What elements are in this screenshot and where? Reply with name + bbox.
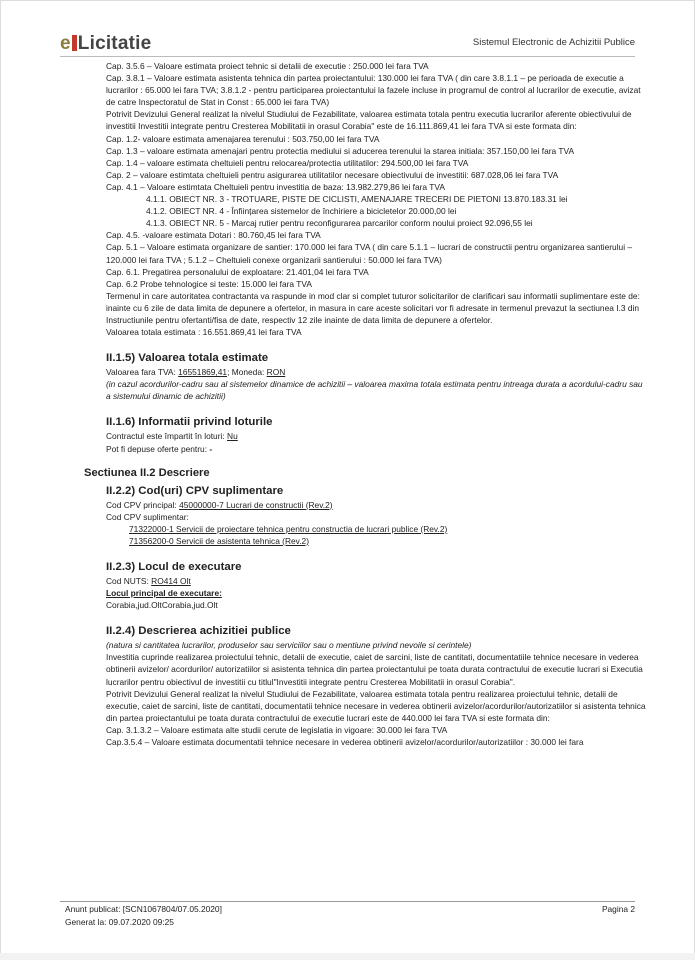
- footer-divider: [60, 901, 635, 902]
- section-heading-ii-1-5: II.1.5) Valoarea totala estimate: [106, 352, 269, 365]
- text-line-indented: 4.1.1. OBIECT NR. 3 - TROTUARE, PISTE DE CICLISTI, AMENAJARE TRECERI DE PIETONI 13.870.183.31 lei: [146, 194, 568, 205]
- elicitatie-logo[interactable]: e Licitatie: [60, 33, 152, 54]
- section-heading-ii-2-2: II.2.2) Cod(uri) CPV suplimentare: [106, 484, 284, 497]
- nuts-line: Cod NUTS: RO414 Olt: [106, 576, 191, 586]
- text-line: Potrivit Devizului General realizat la nivelul Studiului de Fezabilitate, valoarea estimata totala pentru executia lucrarilor aferente obiectivului de investitii Investitii integrate pentru Cresterea Mobilitatii in orasul Corabia" este de 16.111.869,41 lei fara TVA si este formata din:: [106, 109, 632, 132]
- nuts-value: RO414 Olt: [151, 576, 191, 586]
- text-line: Cap. 1.4 – valoare estimata cheltuieli pentru relocarea/protectia utilitatilor: 294.500,00 lei fara TVA: [106, 157, 469, 168]
- text-line-indented: 4.1.2. OBIECT NR. 4 - Înființarea sistemelor de închiriere a bicicletelor 20.000,00 lei: [146, 206, 457, 217]
- text-line: Potrivit Devizului General realizat la nivelul Studiului de Fezabilitate, valoarea estimata totala pentru realizarea proiectului tehnic, detalii de executie, caiet de sarcini, liste de cantitati, documentatii tehnice necesare in vederea obtinerii avizelor/acordurilor/autorizatiilor si asistenta tehnica din partea proiectantului pe toata durata contractului de executie lucrari este de 440.000 lei fara TVA si este formata din:: [106, 688, 646, 723]
- text-line: Investitia cuprinde realizarea proiectului tehnic, detalii de executie, caiet de sarcini, liste de cantitati, documentatiile tehnice necesare in vederea obtinerii avizelor/ acordurilor/ autorizatiilor si asistenta tehnica din partea proiectantului pe toata durata contractului de executie lucrari si Executia lucrarilor pentru obiectivul de investitii cu titlul"Investitii integrate pentru Cresterea Mobilitatii in orasul Corabia".: [106, 652, 643, 687]
- description-note: (natura si cantitatea lucrarilor, produselor sau serviciilor sau o mentiune privind nevoile si cerintele): [106, 640, 472, 651]
- text-line: Cap. 3.5.6 – Valoare estimata proiect tehnic si detalii de executie : 250.000 lei fara TVA: [106, 61, 429, 71]
- footer-generated: Generat la: 09.07.2020 09:25: [65, 917, 174, 927]
- cpv-main-line: Cod CPV principal: 45000000-7 Lucrari de constructii (Rev.2): [106, 499, 333, 510]
- section-heading-ii-2-3: II.2.3) Locul de executare: [106, 561, 242, 573]
- text-line: Cap. 2 – valoare estimtata cheltuieli pentru asigurarea utilitatilor necesare obiectivului de investitii: 687.028,06 lei fara TVA: [106, 169, 559, 180]
- text-line-indented: 4.1.3. OBIECT NR. 5 - Marcaj rutier pentru reconfigurarea parcarilor conform noului proiect 92.096,55 lei: [146, 218, 533, 229]
- section-heading-ii-2-4: II.2.4) Descrierea achizitiei publice: [106, 625, 291, 638]
- total-value: 16551869,41: [178, 367, 228, 378]
- lots-line: Contractul este împartit în loturi: Nu: [106, 431, 238, 442]
- page-header: [0, 0, 695, 58]
- total-value-note: (in cazul acordurilor-cadru sau al sistemelor dinamice de achizitii – valoarea maxima totala estimata pentru intreaga durata a acordului-cadru sau a sistemului dinamic de achizitii): [106, 379, 643, 402]
- text-line: Cap. 6.2 Probe tehnologice si teste: 15.000 lei fara TVA: [106, 278, 312, 289]
- cpv-supp-item: 71356200-0 Servicii de asistenta tehnica (Rev.2): [129, 535, 310, 546]
- text-line: Cap. 1.2- valoare estimata amenajarea terenului : 503.750,00 lei fara TVA: [106, 133, 380, 144]
- page-number: Pagina 2: [601, 904, 635, 914]
- cpv-main-value: 45000000-7 Lucrari de constructii (Rev.2): [179, 499, 333, 510]
- text-line: Cap. 6.1. Pregatirea personalului de exploatare: 21.401,04 lei fara TVA: [106, 266, 369, 277]
- offers-value: -: [209, 443, 213, 454]
- text-line: Cap. 4.5. -valoare estimata Dotari : 80.760,45 lei fara TVA: [106, 230, 321, 241]
- bottom-strip: [0, 953, 695, 960]
- text-line: Cap.3.5.4 – Valoare estimata documentatii tehnice necesare in vederea obtinerii avizelor/acordurilor/autorizatiilor : 30.000 lei fara: [106, 737, 584, 748]
- text-line: Cap. 3.1.3.2 – Valoare estimata alte studii cerute de legislatia in vigoare: 30.000 lei fara TVA: [106, 724, 448, 735]
- text-line: Valoarea totala estimata : 16.551.869,41 lei fara TVA: [106, 327, 302, 338]
- lots-value: Nu: [227, 431, 238, 442]
- text-line: Cap. 5.1 – Valoare estimata organizare de santier: 170.000 lei fara TVA ( din care 5.1.1 – lucrari de constructii pentru organizarea santierului – 120.000 lei fara TVA ; 5.1.2 – Cheltuieli conexe organizarii santierului : 50.000 lei fara TVA): [106, 242, 633, 265]
- text-line: Cap. 3.8.1 – Valoare estimata asistenta tehnica din partea proiectantului: 130.000 lei fara TVA ( din care 3.8.1.1 – pe perioada de executie a lucrarilor : 65.000 lei fara TVA; 3.8.1.2 - pentru participarea proiectantului la fazele incluse in programul de control al lucrarilor de executie, avizat de catre Inspectoratul de Stat in Const : 65.000 lei fara TVA): [106, 73, 641, 108]
- text-line: Cap. 4.1 – Valoare estimtata Cheltuieli pentru investitia de baza: 13.982.279,86 lei fara TVA: [106, 181, 445, 192]
- cpv-supp-item: 71322000-1 Servicii de proiectare tehnica pentru constructia de lucrari publice (Rev.2): [129, 523, 448, 534]
- footer-published: Anunt publicat: [SCN1067804/07.05.2020]: [65, 904, 222, 914]
- text-line: Termenul in care autoritatea contractanta va raspunde in mod clar si complet tuturor solicitarilor de clarificari sau informatii suplimentare este de: inainte cu 6 zile de data limita de depunere a ofertelor, in masura in care aceste solicitari vor fi adresate in termenul prevazut la sectiunea I.3 din Instructiunile pentru ofertanti/fisa de date, respectiv 12 zile inainte de data limita de depunere a ofertelor.: [106, 290, 640, 325]
- section-heading-ii-1-6: II.1.6) Informatii privind loturile: [106, 416, 273, 429]
- cpv-supp-list: [106, 523, 646, 547]
- place-value: Corabia,jud.OltCorabia,jud.Olt: [106, 600, 218, 611]
- logo-bar-icon: [72, 35, 77, 51]
- currency-value: RON: [266, 367, 286, 378]
- header-divider: [60, 56, 635, 57]
- document-body: [84, 60, 646, 748]
- place-label: Locul principal de executare:: [106, 588, 222, 599]
- text-line: Cap. 1.3 – valoare estimata amenajari pentru protectia mediului si aducerea terenului la starea initiala: 357.150,00 lei fara TVA: [106, 145, 575, 156]
- cpv-supp-label: Cod CPV suplimentar:: [106, 511, 189, 522]
- total-value-line: Valoarea fara TVA: 16551869,41; Moneda: RON: [106, 367, 286, 378]
- section-title-ii-2: Sectiunea II.2 Descriere: [84, 466, 210, 479]
- offers-line: Pot fi depuse oferte pentru: -: [106, 443, 213, 454]
- system-name: Sistemul Electronic de Achizitii Publice: [472, 37, 635, 48]
